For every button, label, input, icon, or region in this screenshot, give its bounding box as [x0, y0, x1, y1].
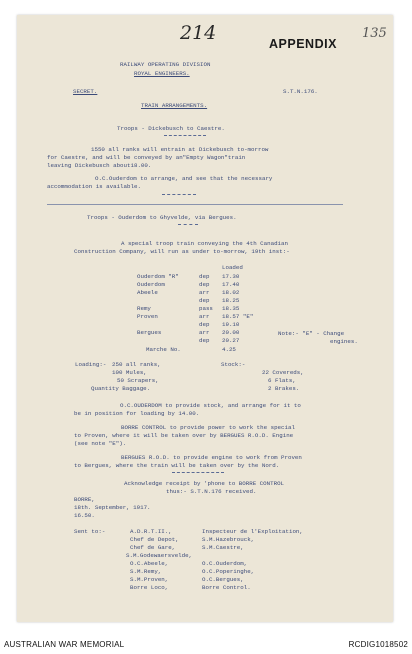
stock-label: Stock:- [221, 361, 246, 368]
timetable-place: Ouderdom [137, 281, 165, 288]
para-bergues-line2: to Bergues, where the train will be taken over by the Nord. [74, 462, 280, 469]
timetable-move: arr [199, 329, 210, 336]
timetable-place: Marche No. [146, 346, 181, 353]
divider [164, 135, 206, 136]
section2-intro-line1: A special troop train conveying the 4th Canadian [121, 240, 288, 247]
sign-place: BORRE, [74, 496, 95, 503]
reference-number: S.T.N.176. [283, 88, 318, 95]
header-engineers: ROYAL ENGINEERS. [134, 70, 190, 77]
recipient-left: O.C.Abeele, [130, 560, 169, 567]
loading-item: 50 Scrapers, [117, 377, 159, 384]
acknowledge-line1: Acknowledge receipt by 'phone to BORRE CONTROL [124, 480, 285, 487]
timetable-move: dep [199, 321, 210, 328]
timetable-time: 20.27 [222, 337, 240, 344]
divider-long [47, 204, 343, 205]
loading-item: Quantity Baggage. [91, 385, 151, 392]
timetable-place: Remy [137, 305, 151, 312]
header-division: RAILWAY OPERATING DIVISION [120, 61, 211, 68]
sign-time: 16.50. [74, 512, 95, 519]
recipient-left: Chef de Depot, [130, 536, 179, 543]
loading-label: Loading:- [75, 361, 107, 368]
timetable-move: dep [199, 297, 210, 304]
timetable-place: Proven [137, 313, 158, 320]
section1-para1-line1: 1550 all ranks will entrain at Dickebusch to-morrow [91, 146, 269, 153]
recipient-right: S.M.Caestre, [202, 544, 244, 551]
secret-label: SECRET. [73, 88, 98, 95]
para-borre-line3: (see note "E"). [74, 440, 127, 447]
appendix-stamp: APPENDIX [269, 37, 337, 51]
timetable-place: Bergues [137, 329, 162, 336]
section1-para1-line3: leaving Dickebusch about18.00. [47, 162, 152, 169]
timetable-place: Abeele [137, 289, 158, 296]
timetable-move: arr [199, 313, 210, 320]
section1-heading: Troops - Dickebusch to Caestre. [117, 125, 225, 132]
timetable-move: dep [199, 281, 210, 288]
section1-para2-line2: accommodation is available. [47, 183, 141, 190]
section2-heading: Troops - Ouderdom to Ghyvelde, via Bergues. [87, 214, 237, 221]
sent-to-label: Sent to:- [74, 528, 106, 535]
folio-number: 214 [180, 22, 217, 44]
recipient-right: O.C.Poperinghe, [202, 568, 255, 575]
para-borre-line1: BORRE CONTROL to provide power to work the special [121, 424, 295, 431]
timetable-move: dep [199, 337, 210, 344]
loaded-label: Loaded [222, 264, 243, 271]
divider [178, 224, 198, 225]
note-change-engines-cont: engines. [330, 338, 358, 345]
timetable-time: 18.35 [222, 305, 240, 312]
recipient-right: O.C.Bergues, [202, 576, 244, 583]
timetable-move: arr [199, 289, 210, 296]
divider [162, 194, 196, 195]
stock-item: 22 Covereds, [262, 369, 304, 376]
loading-item: 250 all ranks, [112, 361, 161, 368]
timetable-move: dep [199, 273, 210, 280]
recipient-left: Borre Loco, [130, 584, 169, 591]
para-oc-ouderdom-line1: O.C.OUDERDOM to provide stock, and arrange for it to [120, 402, 301, 409]
section1-para2-line1: O.C.Ouderdom to arrange, and see that the necessary [95, 175, 273, 182]
recipient-left: S.M.Remy, [130, 568, 162, 575]
acknowledge-line2: thus:- S.T.N.176 received. [166, 488, 257, 495]
recipient-right: O.C.Ouderdom, [202, 560, 248, 567]
footer-source: AUSTRALIAN WAR MEMORIAL [4, 640, 125, 649]
timetable-time: 17.40 [222, 281, 240, 288]
timetable-time: 19.10 [222, 321, 240, 328]
timetable-time: 4.25 [222, 346, 236, 353]
timetable-time: 18.02 [222, 289, 240, 296]
stock-item: 6 Flats, [268, 377, 296, 384]
section1-para1-line2: for Caestre, and will be conveyed by an"Empty Wagon"train [47, 154, 246, 161]
timetable-time: 18.57 "E" [222, 313, 254, 320]
section2-intro-line2: Construction Company, will run as under to-morrow, 19th inst:- [74, 248, 290, 255]
note-change-engines: Note:- "E" - Change [278, 330, 345, 337]
recipient-left: A.D.R.T.II., [130, 528, 172, 535]
recipient-right: Inspecteur de l'Exploitation, [202, 528, 303, 535]
para-borre-line2: to Proven, where it will be taken over by BERGUES R.O.D. Engine [74, 432, 294, 439]
recipient-left: Chef de Gare, [130, 544, 176, 551]
footer-id: RCDIG1018502 [348, 640, 408, 649]
recipient-left: S.M.Godewaersvelde, [126, 552, 193, 559]
timetable-time: 17.30 [222, 273, 240, 280]
timetable-time: 18.25 [222, 297, 240, 304]
timetable-move: pass [199, 305, 213, 312]
stock-item: 2 Brakes. [268, 385, 300, 392]
recipient-right: S.M.Hazebrouck, [202, 536, 255, 543]
timetable-time: 20.00 [222, 329, 240, 336]
recipient-right: Borre Control. [202, 584, 251, 591]
para-bergues-line1: BERGUES R.O.D. to provide engine to work from Proven [121, 454, 302, 461]
para-oc-ouderdom-line2: be in position for loading by 14.00. [74, 410, 200, 417]
timetable-place: Ouderdom "R" [137, 273, 179, 280]
loading-item: 100 Mules, [112, 369, 147, 376]
recipient-left: S.M.Proven, [130, 576, 169, 583]
document-title: TRAIN ARRANGEMENTS. [141, 102, 208, 109]
sign-date: 18th. September, 1917. [74, 504, 151, 511]
divider [172, 472, 224, 473]
corner-number: 135 [362, 26, 387, 41]
